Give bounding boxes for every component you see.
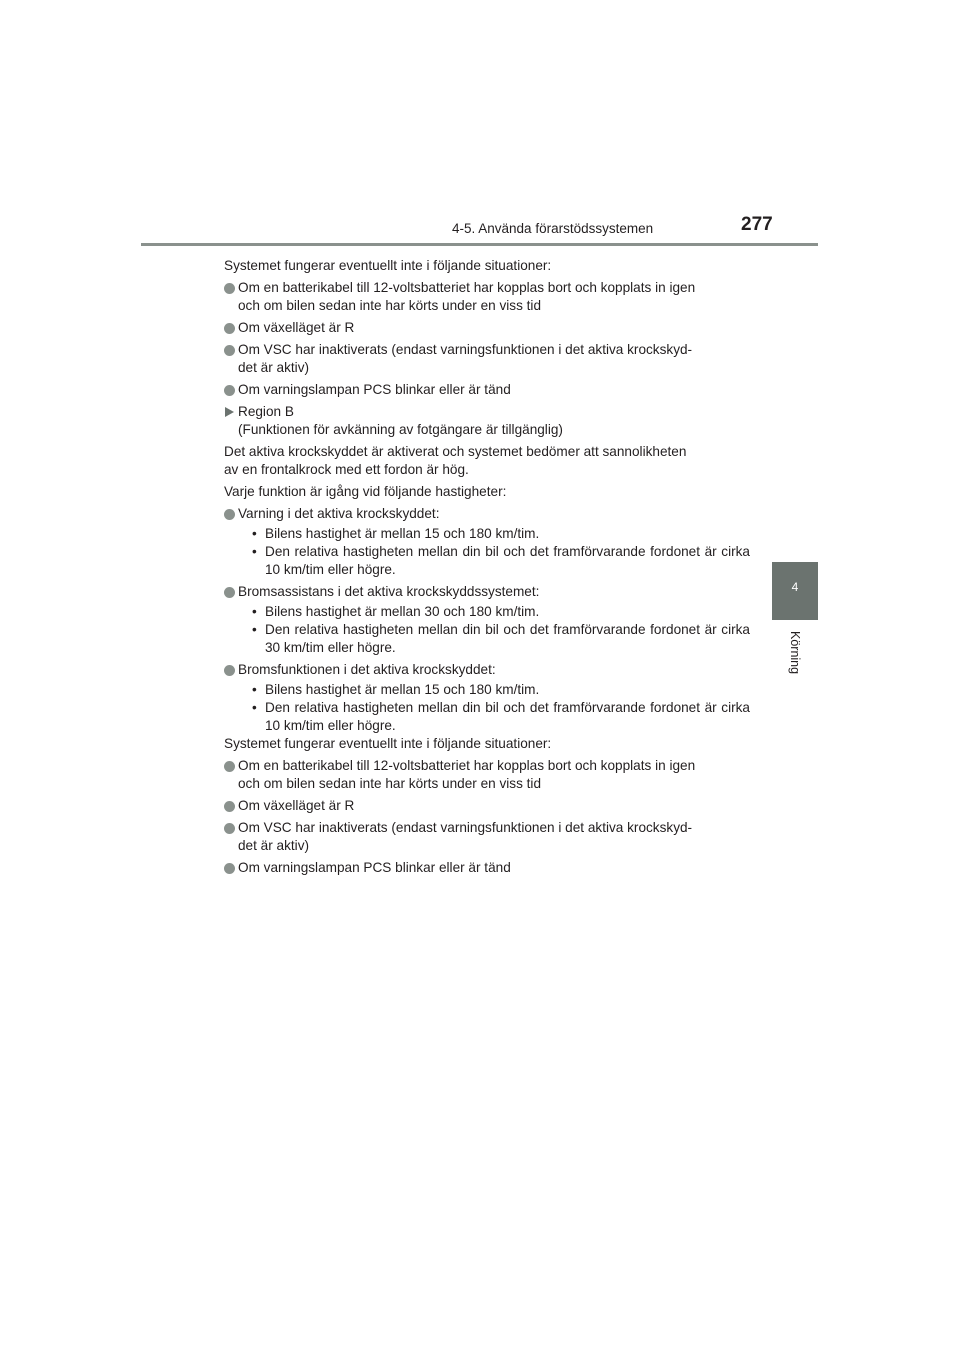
block2-bullet <box>224 859 750 877</box>
speed-conditions <box>238 603 750 657</box>
function-label: Varning i det aktiva krockskyddet: <box>238 506 440 521</box>
bullet-dot-icon <box>224 323 235 334</box>
block2-bullet <box>224 797 750 815</box>
speed-conditions <box>238 525 750 579</box>
bullet-line: Om VSC har inaktiverats (endast varningsfunktionen i det aktiva krockskyd- <box>238 820 693 835</box>
bullet-dot-icon <box>224 665 235 676</box>
bullet-line: det är aktiv) <box>238 360 310 375</box>
block1-bullet <box>224 319 750 337</box>
speed-conditions <box>238 681 750 735</box>
bullet-line: Om en batterikabel till 12-voltsbatteriet har kopplas bort och kopplats in igen <box>238 758 696 773</box>
page-content <box>224 257 750 881</box>
activation-paragraph <box>224 443 750 479</box>
speed-condition-text: Bilens hastighet är mellan 15 och 180 km/tim. <box>265 526 540 541</box>
header-rule <box>141 243 818 246</box>
bullet-dot-icon <box>224 761 235 772</box>
page-number: 277 <box>741 214 773 235</box>
bullet-line: Om växelläget är R <box>238 798 355 813</box>
bullet-dot-icon <box>224 801 235 812</box>
chapter-label: Körning <box>788 631 802 675</box>
function-warning <box>224 505 750 579</box>
function-label: Bromsassistans i det aktiva krockskyddssystemet: <box>238 584 540 599</box>
bullet-line: och om bilen sedan inte har körts under en viss tid <box>238 776 542 791</box>
function-brake-assist <box>224 583 750 657</box>
block1-bullet <box>224 279 750 315</box>
bullet-dot-icon <box>224 587 235 598</box>
bullet-line: Om växelläget är R <box>238 320 355 335</box>
block1-bullet <box>224 381 750 399</box>
bullet-line: Om VSC har inaktiverats (endast varningsfunktionen i det aktiva krockskyd- <box>238 342 693 357</box>
speed-condition: • Bilens hastighet är mellan 15 och 180 km/tim. <box>252 682 540 697</box>
speed-condition-text: Bilens hastighet är mellan 30 och 180 km/tim. <box>265 604 540 619</box>
bullet-dot-icon <box>224 385 235 396</box>
bullet-line: och om bilen sedan inte har körts under en viss tid <box>238 298 542 313</box>
bullet-dot-icon <box>224 823 235 834</box>
bullet-line: Om en batterikabel till 12-voltsbatteriet har kopplas bort och kopplats in igen <box>238 280 696 295</box>
speed-condition: • Den relativa hastigheten mellan din bil och det framförvarande fordonet är cirka 30 km/tim eller högre. <box>252 622 750 655</box>
triangle-arrow-icon <box>225 407 234 417</box>
region-title: Region B <box>238 404 294 419</box>
block1-bullet <box>224 341 750 377</box>
bullet-dot-icon <box>224 345 235 356</box>
speed-condition: • Den relativa hastigheten mellan din bil och det framförvarande fordonet är cirka 10 km/tim eller högre. <box>252 544 750 577</box>
speed-condition: • Bilens hastighet är mellan 15 och 180 km/tim. <box>252 526 540 541</box>
paragraph-line: Det aktiva krockskyddet är aktiverat och systemet bedömer att sannolikheten <box>224 444 687 459</box>
block2-bullet <box>224 819 750 855</box>
speed-condition: • Den relativa hastigheten mellan din bil och det framförvarande fordonet är cirka 10 km/tim eller högre. <box>252 700 750 733</box>
function-brake <box>224 661 750 735</box>
bullet-line: Om varningslampan PCS blinkar eller är tänd <box>238 860 511 875</box>
block2-bullet <box>224 757 750 793</box>
speed-condition-text: Bilens hastighet är mellan 15 och 180 km/tim. <box>265 682 540 697</box>
chapter-number: 4 <box>791 580 799 594</box>
region-heading <box>224 403 750 439</box>
section-title: 4-5. Använda förarstödssystemen <box>452 221 654 236</box>
bullet-line: Om varningslampan PCS blinkar eller är tänd <box>238 382 511 397</box>
bullet-dot-icon <box>224 283 235 294</box>
speeds-intro: Varje funktion är igång vid följande hastigheter: <box>224 484 507 499</box>
bullet-dot-icon <box>224 509 235 520</box>
block2-intro: Systemet fungerar eventuellt inte i följande situationer: <box>224 736 552 751</box>
speed-condition-text: Den relativa hastigheten mellan din bil och det framförvarande fordonet är cirka 30 km/tim eller högre. <box>265 622 750 655</box>
block1-intro: Systemet fungerar eventuellt inte i följande situationer: <box>224 258 552 273</box>
speed-condition-text: Den relativa hastigheten mellan din bil och det framförvarande fordonet är cirka 10 km/tim eller högre. <box>265 544 750 577</box>
bullet-dot-icon <box>224 863 235 874</box>
speed-condition-text: Den relativa hastigheten mellan din bil och det framförvarande fordonet är cirka 10 km/tim eller högre. <box>265 700 750 733</box>
region-subtitle: (Funktionen för avkänning av fotgängare är tillgänglig) <box>238 422 563 437</box>
speed-condition: • Bilens hastighet är mellan 30 och 180 km/tim. <box>252 604 540 619</box>
function-label: Bromsfunktionen i det aktiva krockskyddet: <box>238 662 496 677</box>
paragraph-line: av en frontalkrock med ett fordon är hög. <box>224 462 469 477</box>
bullet-line: det är aktiv) <box>238 838 310 853</box>
